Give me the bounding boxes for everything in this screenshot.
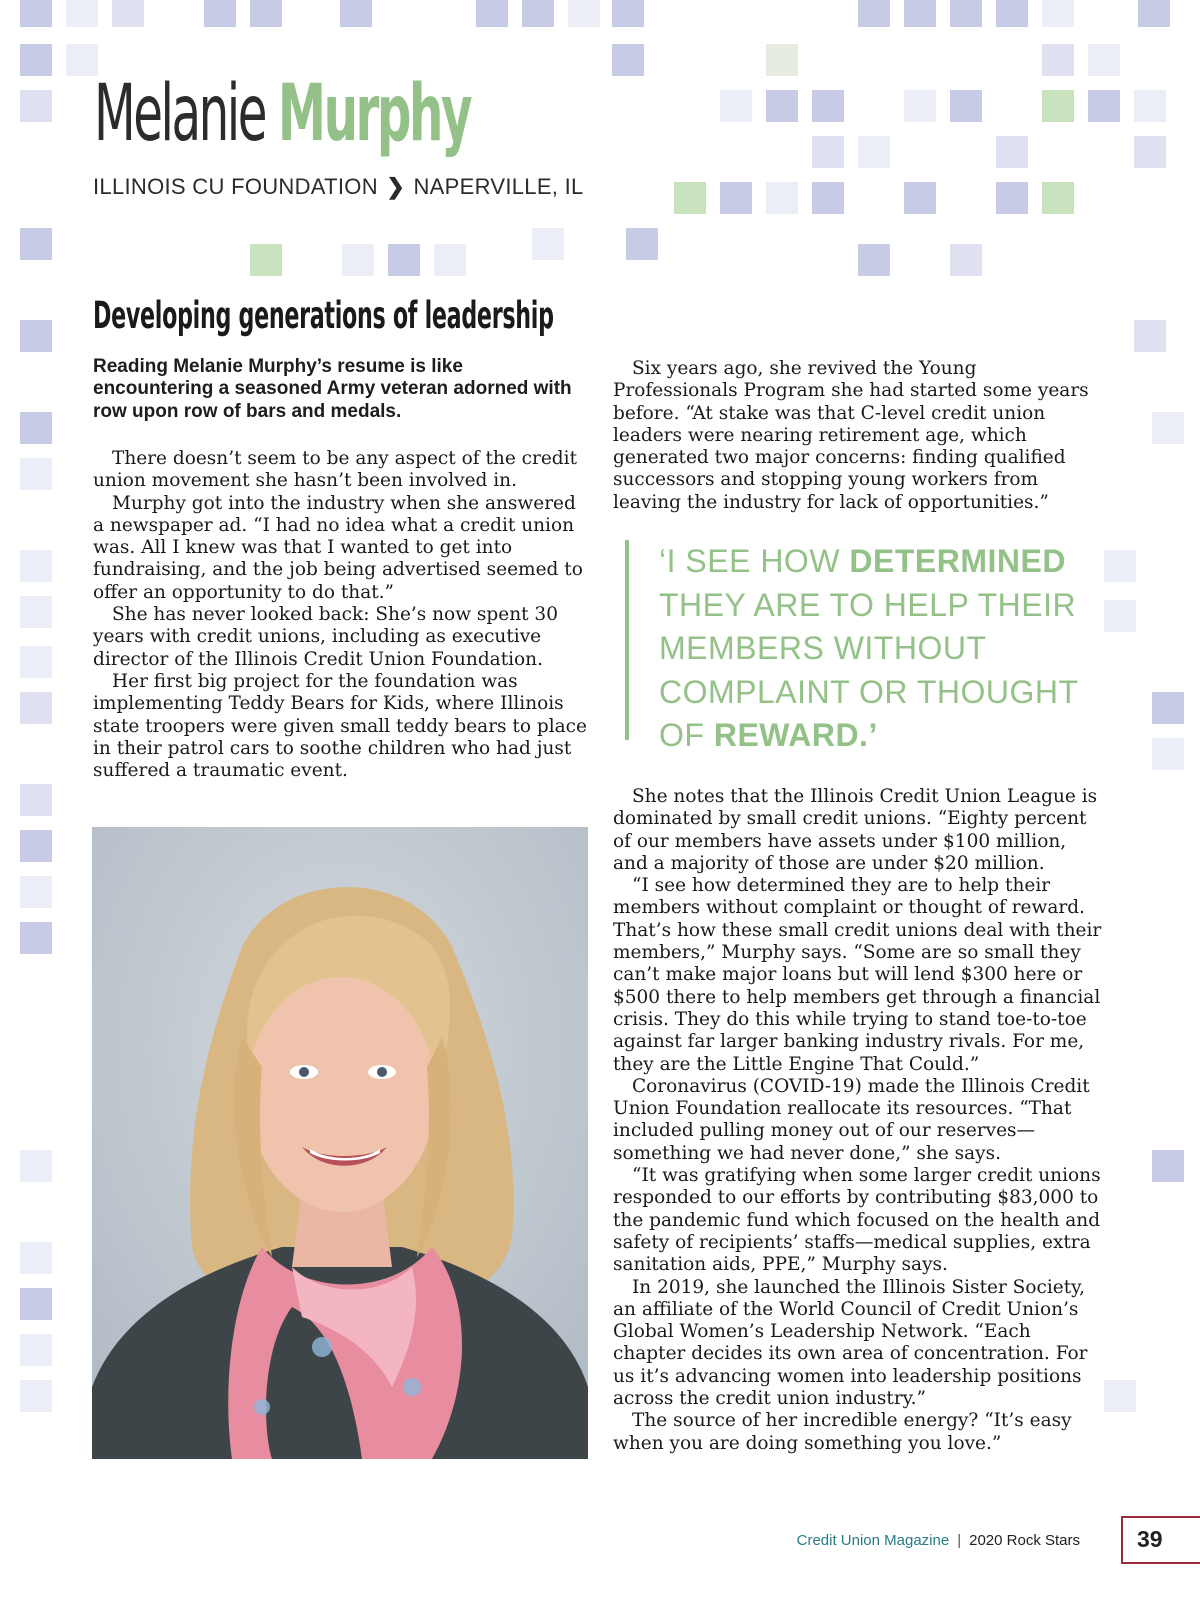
body-paragraph: “I see how determined they are to help their members without complaint or thought of reward. That’s how these small credit unions deal with their members,” Murphy says. “Some are so small they can’t make major loans but will lend $300 here or $500 there to help members get through a financial crisis. They do this while trying to stand toe-to-toe against far larger banking industry rivals. For me, they are the Little Engine That Could.”	[613, 875, 1102, 1075]
pull-quote-text	[659, 540, 1079, 758]
pull-quote-emphasis: REWARD.’	[713, 717, 878, 753]
page-number-box	[1121, 1516, 1200, 1564]
pull-quote-emphasis: DETERMINED	[849, 543, 1066, 579]
first-name: Melanie	[94, 69, 266, 159]
pull-quote-part: THEY ARE TO HELP THEIR MEMBERS WITHOUT COMPLAINT OR THOUGHT OF	[659, 586, 1079, 753]
page-footer	[797, 1532, 1080, 1549]
lead-paragraph: Reading Melanie Murphy’s resume is like encountering a seasoned Army veteran adorned with row upon row of bars and medals.	[93, 356, 572, 422]
body-paragraph: Murphy got into the industry when she answered a newspaper ad. “I had no idea what a credit union was. All I knew was that I wanted to get into fundraising, and the job being advertised seemed to offer an opportunity to do that.”	[93, 492, 583, 603]
body-paragraph: There doesn’t seem to be any aspect of the credit union movement she hasn’t been involved in.	[93, 448, 578, 492]
article-headline: Developing generations of leadership	[93, 294, 554, 337]
body-paragraph: In 2019, she launched the Illinois Sister Society, an affiliate of the World Council of Credit Union’s Global Women’s Leadership Network. “Each chapter decides its own area of concentration. For us it’s advancing women into leadership positions across the credit union industry.”	[613, 1276, 1088, 1410]
magazine-title: Credit Union Magazine	[796, 1532, 950, 1549]
body-paragraph: Six years ago, she revived the Young Professionals Program she had started some years before. “At stake was that C-level credit union leaders were nearing retirement age, which generated two major concerns: finding qualified successors and stopping young workers from leaving the industry for lack of opportunities.”	[613, 358, 1089, 513]
pull-quote	[625, 540, 1107, 753]
body-paragraph: She has never looked back: She’s now spent 30 years with credit unions, including as executive director of the Illinois Credit Union Foundation.	[93, 604, 558, 670]
right-column-body	[613, 786, 1103, 1455]
page-number: 39	[1137, 1526, 1163, 1552]
last-name: Murphy	[277, 69, 471, 159]
section-title: 2020 Rock Stars	[969, 1532, 1080, 1549]
pull-quote-part: ‘I SEE HOW	[659, 543, 850, 579]
right-column-top	[613, 358, 1103, 514]
left-column-body	[93, 448, 588, 782]
body-paragraph: She notes that the Illinois Credit Union League is dominated by small credit unions. “Eighty percent of our members have assets under $100 million, and a majority of those are under $20 million.	[613, 786, 1098, 874]
portrait-photo	[92, 827, 588, 1459]
body-paragraph: Her first big project for the foundation was implementing Teddy Bears for Kids, where Illinois state troopers were given small teddy bears to place in their patrol cars to soothe children who had just suffered a traumatic event.	[93, 670, 587, 782]
organization-line	[93, 174, 584, 200]
body-paragraph: The source of her incredible energy? “It’s easy when you are doing something you love.”	[613, 1410, 1072, 1454]
portrait-illustration	[92, 827, 588, 1459]
chevron-right-icon: ❯	[386, 174, 406, 199]
body-paragraph: “It was gratifying when some larger credit unions responded to our efforts by contributing $83,000 to the pandemic fund which focused on the health and safety of recipients’ staffs—medical supplies, extra sanitation aids, PPE,” Murphy says.	[613, 1165, 1101, 1276]
organization-name: ILLINOIS CU FOUNDATION	[93, 174, 378, 199]
footer-divider: |	[957, 1532, 962, 1549]
body-paragraph: Coronavirus (COVID-19) made the Illinois Credit Union Foundation reallocate its resources. “That included pulling money out of our reserves—something we had never done,” she says.	[613, 1075, 1090, 1164]
person-name	[94, 69, 471, 159]
location: NAPERVILLE, IL	[413, 174, 584, 199]
